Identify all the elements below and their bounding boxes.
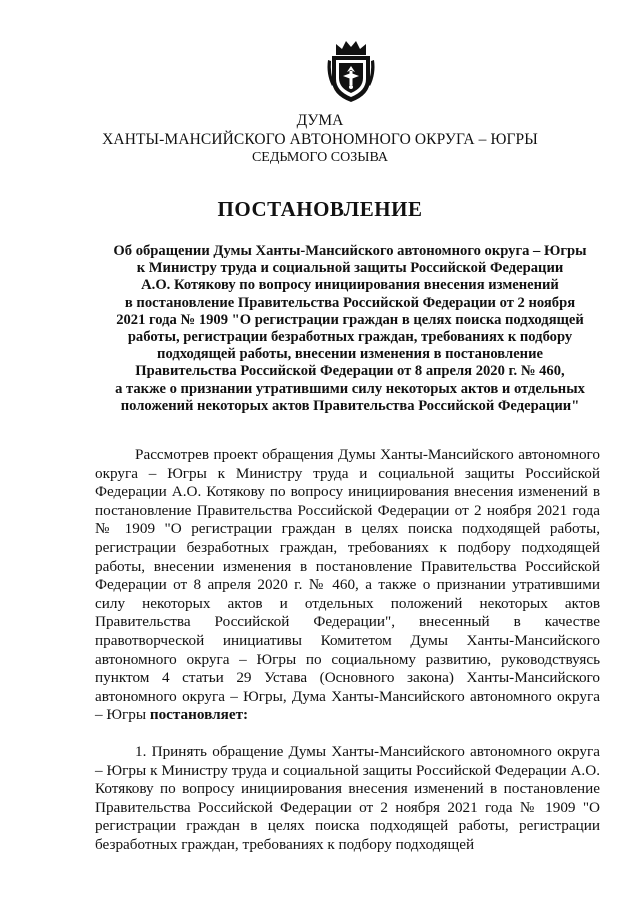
subject-line: подходящей работы, внесении изменения в постановление [157,346,543,363]
body-paragraph [95,743,600,855]
subject-line: положений некоторых актов Правительства Российской Федерации" [120,397,580,414]
document-type-title: ПОСТАНОВЛЕНИЕ [217,197,423,221]
subject-line: А.О. Котякову по вопросу инициирования внесения изменений [141,277,559,294]
subject-line: Правительства Российской Федерации от 8 апреля 2020 г. № 460, [135,363,565,380]
body-paragraph [95,446,600,725]
subject-line: к Министру труда и социальной защиты Российской Федерации [136,260,564,277]
document-subject [95,243,605,415]
subject-line: 2021 года № 1909 "О регистрации граждан в целях поиска подходящей [116,311,584,328]
paragraph-text: 1. Принять обращение Думы Ханты-Мансийского автономного округа – Югры к Министру труда и социальной защиты Российской Федерации А.О. Котякову по вопросу инициирования внесения изменений в постановление Правительства Российской Федерации от 2 ноября 2021 года № 1909 "О регистрации граждан в целях поиска подходящей работы, регистрации безработных граждан, требованиях к подбору подходящей [95,742,600,853]
subject-line: а также о признании утратившими силу некоторых актов и отдельных [115,380,585,397]
resolution-keyword: постановляет: [149,706,249,724]
subject-line: работы, регистрации безработных граждан, требованиях к подбору [127,329,573,346]
org-region: ХАНТЫ-МАНСИЙСКОГО АВТОНОМНОГО ОКРУГА – ЮГРЫ [102,131,538,148]
coat-of-arms-icon [326,40,376,104]
subject-line: в постановление Правительства Российской Федерации от 2 ноября [124,294,576,311]
subject-line: Об обращении Думы Ханты-Мансийского автономного округа – Югры [113,243,587,259]
paragraph-text: Рассмотрев проект обращения Думы Ханты-Мансийского автономного округа – Югры к Министру труда и социальной защиты Российской Федерации А.О. Котякову по вопросу инициирования внесения изменений в постановление Правительства Российской Федерации от 2 ноября 2021 года № 1909 "О регистрации граждан в целях поиска подходящей работы, регистрации безработных граждан, требованиях к подбору подходящей работы, внесении изменения в постановление Правительства Российской Федерации от 8 апреля 2020 г. № 460, а также о признании утратившими силу некоторых актов и отдельных положений некоторых актов Правительства Российской Федерации", внесенный в качестве правотворческой инициативы Комитетом Думы Ханты-Мансийского автономного округа – Югры по социальному развитию, руководствуясь пунктом 4 статьи 29 Устава (Основного закона) Ханты-Мансийского автономного округа – Югры, Дума Ханты-Мансийского автономного округа – Югры [95,446,600,724]
org-name: ДУМА [296,112,344,129]
convocation: СЕДЬМОГО СОЗЫВА [251,150,389,165]
document-body [95,446,600,854]
